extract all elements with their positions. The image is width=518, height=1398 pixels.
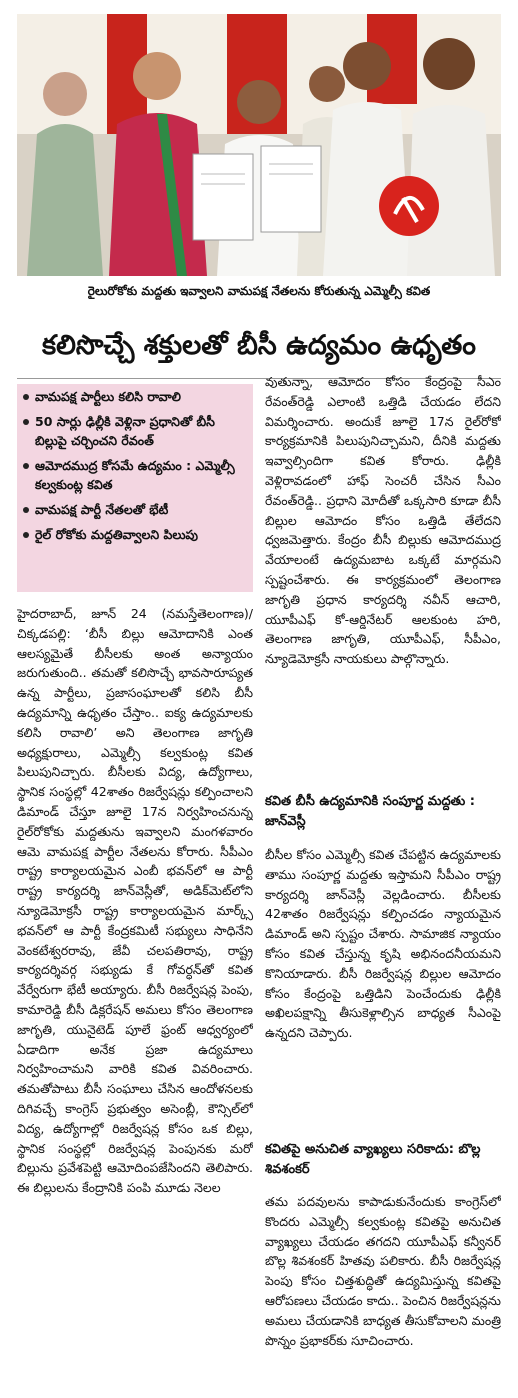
news-photo	[17, 14, 501, 276]
highlight-item: వామపక్ష పార్టీ నేతలతో భేటీ	[17, 497, 253, 522]
article-column-right-bottom	[265, 1192, 501, 1382]
bullet-icon	[23, 507, 29, 513]
bullet-icon	[23, 394, 29, 400]
article-column-left	[17, 604, 253, 1384]
article-body-right-b: బీసీల కోసం ఎమ్మెల్సీ కవిత చేపట్టిన ఉద్యమాలకు తాము సంపూర్ణ మద్దతు ఇస్తామని సీపీఎం రాష్ట్ర కార్యదర్శి జాన్‌వెస్లీ వెల్లడించారు. బీసీలకు 42శాతం రిజర్వేషన్లు కల్పించడం న్యాయమైన డిమాండ్ అని స్పష్టం చేశారు. సామాజిక న్యాయం కోసం కవిత చేస్తున్న కృషి అభినందనీయమని కొనియాడారు. బీసీ రిజర్వేషన్ల బిల్లుల ఆమోదం కోసం కేంద్రంపై ఒత్తిడిని పెంచేందుకు ఢిల్లీకి అఖిలపక్షాన్ని తీసుకెళ్లాల్సిన బాధ్యత సీఎంపై ఉన్నదని చెప్పారు.	[265, 847, 501, 1041]
article-body-right-a: వుతున్నా, ఆమోదం కోసం కేంద్రంపై సీఎం రేవంత్‌రెడ్డి ఎలాంటి ఒత్తిడి చేయడం లేదని విమర్శించారు. అందుకే జూలై 17న రైల్‌రోకో కార్యక్రమానికి పిలుపునిచ్చామని, దీనికి మద్దతు ఇవ్వాల్సిందిగా కవిత కోరారు. ఢిల్లీకి వెళ్లిరావడంలో హాఫ్ సెంచరీ చేసిన సీఎం రేవంత్‌రెడ్డి.. ప్రధాని మోదీతో ఒక్కసారి కూడా బీసీ బిల్లుల ఆమోదం కోసం ఒత్తిడి తేలేదని ధ్వజమెత్తారు. కేంద్రం బీసీ బిల్లుకు ఆమోదముద్ర వేయాలంటే ఉద్యమబాట ఒక్కటే మార్గమని స్పష్టంచేశారు. ఈ కార్యక్రమంలో తెలంగాణ జాగృతి ప్రధాన కార్యదర్శి నవీన్ ఆచారి, యూపీఎఫ్ కో-ఆర్డినేటర్ ఆలకుంట హరి, తెలంగాణ జాగృతి, యూపీఎఫ్, సీపీఎం, న్యూడెమోక్రసీ నాయకులు పాల్గొన్నారు.	[265, 374, 501, 667]
highlights-box	[17, 384, 253, 592]
page-headline: కలిసొచ్చే శక్తులతో బీసీ ఉద్యమం ఉధృతం	[42, 330, 476, 361]
photo-caption: రైలురోకోకు మద్దతు ఇవ్వాలని వామపక్ష నేతలను కోరుతున్న ఎమ్మెల్సీ కవిత	[87, 284, 431, 298]
subheading-jaanwesley: కవిత బీసీ ఉద్యమానికి సంపూర్ణ మద్దతు : జాన్‌వెస్లీ	[265, 794, 475, 829]
article-body-right-c: తమ పదవులను కాపాడుకునేందుకు కాంగ్రెస్‌లో కొందరు ఎమ్మెల్సీ కల్వకుంట్ల కవితపై అనుచిత వ్యాఖ్యలు చేయడం తగదని యూపీఎఫ్ కన్వీనర్ బొల్ల శివశంకర్ హితవు పలికారు. బీసీ రిజర్వేషన్ల పెంపు కోసం చిత్తశుద్ధితో ఉద్యమిస్తున్న కవితపై ఆరోపణలు చేయడం కాదు.. పెంచిన రిజర్వేషన్లను అమలు చేయడానికి బాధ్యత తీసుకోవాలని మంత్రి పొన్నం ప్రభాకర్‌కు సూచించారు.	[265, 1194, 501, 1348]
highlight-item: రైల్ రోకోకు మద్దతివ్వాలని పిలుపు	[17, 522, 253, 547]
article-column-right-mid	[265, 845, 501, 1135]
highlight-item: వామపక్ష పార్టీలు కలిసి రావాలి	[17, 384, 253, 409]
highlight-item: 50 సార్లు ఢిల్లీకి వెళ్లినా ప్రధానితో బీసీ బిల్లుపై చర్చించని రేవంత్	[17, 409, 253, 453]
highlight-item: ఆమోదముద్ర కోసమే ఉద్యమం : ఎమ్మెల్సీ కల్వకుంట్ల కవిత	[17, 453, 253, 497]
article-column-right-top	[265, 372, 501, 762]
bullet-icon	[23, 419, 29, 425]
article-body-left: హైదరాబాద్, జూన్ 24 (నమస్తేతెలంగాణ)/చిక్కడపల్లి: ‘బీసీ బిల్లు ఆమోదానికి ఎంత ఆలస్యమైతే బీసీలకు అంత అన్యాయం జరుగుతుంది.. తమతో కలిసొచ్చే భావసారూప్యత ఉన్న పార్టీలు, ప్రజాసంఘాలతో కలిసి బీసీ ఉద్యమాన్ని ఉధృతం చేస్తాం.. ఐక్య ఉద్యమాలకు కలిసి రావాలి’ అని తెలంగాణ జాగృతి అధ్యక్షురాలు, ఎమ్మెల్సీ కల్వకుంట్ల కవిత పిలుపునిచ్చారు. బీసీలకు విద్య, ఉద్యోగాలు, స్థానిక సంస్థల్లో 42శాతం రిజర్వేషన్లు కల్పించాలని డిమాండ్ చేస్తూ జూలై 17న నిర్వహించనున్న రైల్‌రోకోకు మద్దతును ఇవ్వాలని మంగళవారం ఆమె వామపక్ష పార్టీల నేతలను కోరారు. సీపీఎం రాష్ట్ర కార్యాలయమైన ఎంబీ భవన్‌లో ఆ పార్టీ రాష్ట్ర కార్యదర్శి జాన్‌వెస్లీతో, అడిక్‌మెట్‌లోని న్యూడెమోక్రసీ రాష్ట్ర కార్యాలయమైన మార్క్స్ భవన్‌లో ఆ పార్టీ కేంద్రకమిటీ సభ్యులు సాధినేని వెంకటేశ్వరరావు, జేవీ చలపతిరావు, రాష్ట్ర కార్యదర్శివర్గ సభ్యుడు కే గోవర్ధన్‌తో కవిత వేర్వేరుగా భేటీ అయ్యారు. బీసీ రిజర్వేషన్ల పెంపు, కామారెడ్డి బీసీ డిక్లరేషన్ అమలు కోసం తెలంగాణ జాగృతి, యునైటెడ్ పూలే ఫ్రంట్ ఆధ్వర్యంలో ఏడాదిగా అనేక ప్రజా ఉద్యమాలు నిర్వహించామని వారికి కవిత వివరించారు. తమతోపాటు బీసీ సంఘాలు చేసిన ఆందోళనలకు దిగివచ్చే కాంగ్రెస్ ప్రభుత్వం అసెంబ్లీ, కౌన్సిల్‌లో విద్య, ఉద్యోగాల్లో రిజర్వేషన్ల కోసం ఒక బిల్లు, స్థానిక సంస్థల్లో రిజర్వేషన్ల పెంపునకు మరో బిల్లును ప్రవేశపెట్టి ఆమోదింపజేసిందని తెలిపారు. ఈ బిల్లులను కేంద్రానికి పంపి మూడు నెలల	[17, 606, 253, 1196]
bullet-icon	[23, 532, 29, 538]
subheading-shivashankar: కవితపై అనుచిత వ్యాఖ్యలు సరికాదు: బొల్ల శివశంకర్	[265, 1142, 481, 1177]
bullet-icon	[23, 463, 29, 469]
